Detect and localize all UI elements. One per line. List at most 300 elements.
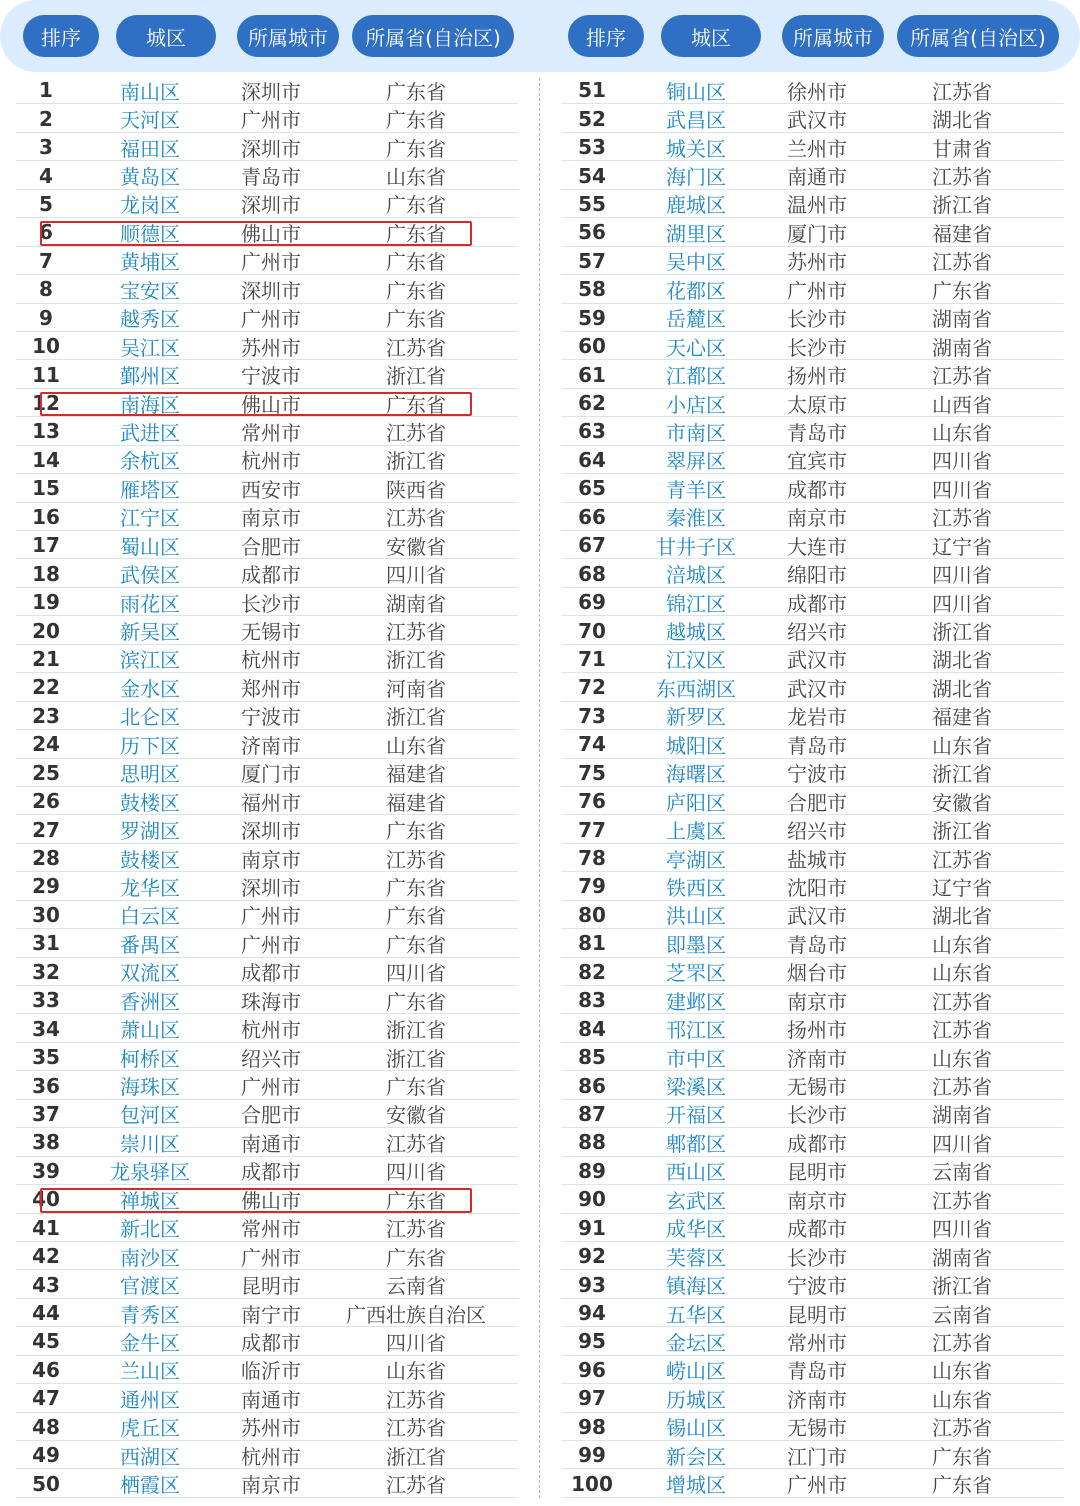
district-cell: 增城区 [666, 1473, 726, 1498]
table-row [562, 986, 1064, 1014]
district-cell: 海曙区 [666, 762, 726, 787]
district-cell: 庐阳区 [666, 790, 726, 815]
district-cell: 雨花区 [120, 591, 180, 616]
table-row [16, 787, 518, 815]
rank-cell: 92 [578, 1244, 606, 1269]
province-cell: 山东省 [932, 961, 992, 986]
province-cell: 江苏省 [386, 1473, 446, 1498]
table-row [16, 844, 518, 872]
rank-cell: 5 [39, 191, 53, 216]
district-cell: 翠屏区 [666, 449, 726, 474]
district-cell: 金牛区 [120, 1330, 180, 1355]
table-row [16, 1071, 518, 1099]
city-cell: 温州市 [787, 193, 847, 218]
table-row [16, 161, 518, 189]
rank-cell: 67 [578, 533, 606, 558]
city-cell: 广州市 [241, 307, 301, 332]
district-cell: 余杭区 [120, 449, 180, 474]
province-cell: 福建省 [386, 762, 446, 787]
table-row [16, 247, 518, 275]
city-cell: 无锡市 [787, 1075, 847, 1100]
city-cell: 广州市 [241, 1245, 301, 1270]
province-cell: 江苏省 [932, 506, 992, 531]
city-cell: 临沂市 [241, 1359, 301, 1384]
city-cell: 扬州市 [787, 364, 847, 389]
city-cell: 合肥市 [241, 1103, 301, 1128]
rank-cell: 80 [578, 902, 606, 927]
province-cell: 江苏省 [932, 364, 992, 389]
rank-cell: 49 [32, 1443, 60, 1468]
rank-cell: 76 [578, 789, 606, 814]
district-cell: 秦淮区 [666, 506, 726, 531]
district-cell: 鹿城区 [666, 193, 726, 218]
district-cell: 宝安区 [120, 278, 180, 303]
province-cell: 云南省 [386, 1274, 446, 1299]
district-cell: 鼓楼区 [120, 847, 180, 872]
rank-cell: 72 [578, 675, 606, 700]
city-cell: 福州市 [241, 790, 301, 815]
highlight-box [40, 1188, 472, 1212]
province-cell: 山东省 [932, 1359, 992, 1384]
table-row [16, 702, 518, 730]
province-cell: 山东省 [932, 1387, 992, 1412]
district-cell: 东西湖区 [656, 676, 736, 701]
district-cell: 越城区 [666, 620, 726, 645]
rank-cell: 94 [578, 1301, 606, 1326]
district-cell: 市中区 [666, 1046, 726, 1071]
district-cell: 鼓楼区 [120, 790, 180, 815]
city-cell: 青岛市 [241, 165, 301, 190]
table-row [16, 1157, 518, 1185]
city-cell: 苏州市 [241, 335, 301, 360]
city-cell: 成都市 [787, 591, 847, 616]
table-row [16, 531, 518, 559]
province-cell: 浙江省 [932, 193, 992, 218]
rank-cell: 3 [39, 135, 53, 160]
table-row [16, 503, 518, 531]
city-cell: 南宁市 [241, 1302, 301, 1327]
table-row [16, 389, 518, 417]
district-cell: 武昌区 [666, 108, 726, 133]
table-row [16, 1100, 518, 1128]
district-cell: 栖霞区 [120, 1473, 180, 1498]
province-cell: 山东省 [932, 1046, 992, 1071]
rank-cell: 81 [578, 931, 606, 956]
district-cell: 崇川区 [120, 1131, 180, 1156]
rank-cell: 97 [578, 1386, 606, 1411]
district-cell: 官渡区 [120, 1274, 180, 1299]
district-cell: 洪山区 [666, 904, 726, 929]
table-row [562, 1384, 1064, 1412]
district-cell: 亭湖区 [666, 847, 726, 872]
city-cell: 南京市 [787, 989, 847, 1014]
city-cell: 成都市 [241, 961, 301, 986]
table-header-bar [0, 0, 1080, 72]
table-row [562, 616, 1064, 644]
city-cell: 南京市 [787, 1188, 847, 1213]
district-cell: 包河区 [120, 1103, 180, 1128]
rank-cell: 95 [578, 1329, 606, 1354]
rank-cell: 52 [578, 106, 606, 131]
province-cell: 江苏省 [932, 1416, 992, 1441]
district-cell: 崂山区 [666, 1359, 726, 1384]
rank-cell: 20 [32, 618, 60, 643]
province-cell: 安徽省 [932, 790, 992, 815]
rank-cell: 85 [578, 1045, 606, 1070]
province-cell: 江苏省 [386, 420, 446, 445]
province-cell: 福建省 [386, 790, 446, 815]
city-cell: 广州市 [241, 250, 301, 275]
city-cell: 杭州市 [241, 1444, 301, 1469]
city-cell: 广州市 [241, 904, 301, 929]
city-cell: 广州市 [241, 932, 301, 957]
rank-cell: 65 [578, 476, 606, 501]
table-row [562, 332, 1064, 360]
table-row [16, 559, 518, 587]
province-cell: 湖南省 [932, 335, 992, 360]
province-cell: 广东省 [386, 278, 446, 303]
province-cell: 广东省 [386, 307, 446, 332]
district-cell: 顺德区 [120, 221, 180, 246]
rank-cell: 42 [32, 1244, 60, 1269]
rank-cell: 33 [32, 988, 60, 1013]
rank-cell: 6 [39, 220, 53, 245]
table-row [16, 815, 518, 843]
district-cell: 蜀山区 [120, 534, 180, 559]
city-cell: 长沙市 [241, 591, 301, 616]
city-cell: 广州市 [241, 1075, 301, 1100]
city-cell: 徐州市 [787, 79, 847, 104]
city-cell: 宜宾市 [787, 449, 847, 474]
province-cell: 江苏省 [932, 989, 992, 1014]
rank-cell: 68 [578, 561, 606, 586]
table-row [16, 1043, 518, 1071]
district-cell: 香洲区 [120, 989, 180, 1014]
table-row [562, 958, 1064, 986]
district-cell: 甘井子区 [656, 534, 736, 559]
province-cell: 陕西省 [386, 477, 446, 502]
table-row [16, 275, 518, 303]
rank-cell: 11 [32, 362, 60, 387]
province-cell: 湖南省 [932, 307, 992, 332]
table-row [562, 304, 1064, 332]
province-cell: 山东省 [932, 420, 992, 445]
district-cell: 禅城区 [120, 1188, 180, 1213]
province-cell: 江苏省 [932, 1018, 992, 1043]
district-cell: 思明区 [120, 762, 180, 787]
province-cell: 广东省 [386, 136, 446, 161]
rank-cell: 36 [32, 1073, 60, 1098]
district-cell: 城关区 [666, 136, 726, 161]
province-cell: 浙江省 [386, 1018, 446, 1043]
province-cell: 湖南省 [932, 1103, 992, 1128]
district-cell: 虎丘区 [120, 1416, 180, 1441]
rank-cell: 47 [32, 1386, 60, 1411]
city-cell: 武汉市 [787, 676, 847, 701]
district-cell: 历下区 [120, 733, 180, 758]
province-cell: 广东省 [386, 392, 446, 417]
province-cell: 湖南省 [386, 591, 446, 616]
province-cell: 广东省 [386, 819, 446, 844]
table-row [562, 787, 1064, 815]
table-row [16, 1327, 518, 1355]
table-row [562, 76, 1064, 104]
table-row [562, 673, 1064, 701]
province-cell: 四川省 [932, 1217, 992, 1242]
city-cell: 龙岩市 [787, 705, 847, 730]
city-cell: 佛山市 [241, 221, 301, 246]
district-cell: 岳麓区 [666, 307, 726, 332]
city-cell: 武汉市 [787, 904, 847, 929]
district-cell: 海珠区 [120, 1075, 180, 1100]
province-cell: 山东省 [932, 932, 992, 957]
table-row [16, 958, 518, 986]
province-cell: 江苏省 [932, 250, 992, 275]
table-row [562, 1185, 1064, 1213]
province-cell: 四川省 [932, 1131, 992, 1156]
table-row [562, 247, 1064, 275]
rank-cell: 99 [578, 1443, 606, 1468]
district-cell: 滨江区 [120, 648, 180, 673]
city-cell: 大连市 [787, 534, 847, 559]
city-cell: 常州市 [241, 420, 301, 445]
rank-cell: 22 [32, 675, 60, 700]
province-cell: 广东省 [386, 932, 446, 957]
province-cell: 湖北省 [932, 648, 992, 673]
city-cell: 绍兴市 [787, 819, 847, 844]
table-row [562, 1214, 1064, 1242]
province-cell: 广东省 [386, 1188, 446, 1213]
district-cell: 五华区 [666, 1302, 726, 1327]
rank-cell: 30 [32, 902, 60, 927]
province-cell: 江苏省 [386, 1387, 446, 1412]
city-cell: 扬州市 [787, 1018, 847, 1043]
rank-cell: 16 [32, 504, 60, 529]
table-row [562, 531, 1064, 559]
city-cell: 绍兴市 [787, 620, 847, 645]
province-cell: 江苏省 [932, 79, 992, 104]
header-district-left: 城区 [116, 15, 216, 57]
rank-cell: 51 [578, 78, 606, 103]
province-cell: 四川省 [386, 1160, 446, 1185]
province-cell: 浙江省 [386, 364, 446, 389]
district-cell: 小店区 [666, 392, 726, 417]
province-cell: 甘肃省 [932, 136, 992, 161]
rank-cell: 35 [32, 1045, 60, 1070]
district-cell: 白云区 [120, 904, 180, 929]
city-cell: 长沙市 [787, 307, 847, 332]
district-cell: 镇海区 [666, 1274, 726, 1299]
city-cell: 广州市 [241, 108, 301, 133]
province-cell: 浙江省 [932, 762, 992, 787]
province-cell: 广西壮族自治区 [346, 1302, 486, 1327]
province-cell: 四川省 [386, 563, 446, 588]
rank-cell: 12 [32, 391, 60, 416]
city-cell: 济南市 [787, 1046, 847, 1071]
district-cell: 锡山区 [666, 1416, 726, 1441]
province-cell: 浙江省 [386, 1046, 446, 1071]
district-cell: 兰山区 [120, 1359, 180, 1384]
district-cell: 历城区 [666, 1387, 726, 1412]
city-cell: 南京市 [241, 847, 301, 872]
city-cell: 杭州市 [241, 449, 301, 474]
table-row [562, 446, 1064, 474]
district-cell: 青羊区 [666, 477, 726, 502]
district-cell: 新罗区 [666, 705, 726, 730]
city-cell: 宁波市 [241, 705, 301, 730]
table-row [16, 332, 518, 360]
rank-cell: 14 [32, 447, 60, 472]
rank-cell: 8 [39, 277, 53, 302]
district-cell: 花都区 [666, 278, 726, 303]
district-cell: 柯桥区 [120, 1046, 180, 1071]
rank-cell: 74 [578, 732, 606, 757]
district-cell: 涪城区 [666, 563, 726, 588]
table-row [562, 503, 1064, 531]
district-cell: 市南区 [666, 420, 726, 445]
province-cell: 广东省 [386, 79, 446, 104]
city-cell: 厦门市 [787, 221, 847, 246]
table-row [562, 1128, 1064, 1156]
table-row [562, 1327, 1064, 1355]
table-row [562, 844, 1064, 872]
rank-cell: 56 [578, 220, 606, 245]
header-province-left: 所属省(自治区) [352, 15, 514, 57]
rank-cell: 77 [578, 817, 606, 842]
rank-cell: 69 [578, 590, 606, 615]
rank-cell: 50 [32, 1471, 60, 1496]
city-cell: 太原市 [787, 392, 847, 417]
rank-cell: 73 [578, 703, 606, 728]
city-cell: 烟台市 [787, 961, 847, 986]
city-cell: 珠海市 [241, 989, 301, 1014]
province-cell: 浙江省 [386, 1444, 446, 1469]
table-row [562, 929, 1064, 957]
district-cell: 海门区 [666, 165, 726, 190]
rank-cell: 45 [32, 1329, 60, 1354]
district-cell: 双流区 [120, 961, 180, 986]
province-cell: 辽宁省 [932, 534, 992, 559]
district-cell: 西山区 [666, 1160, 726, 1185]
province-cell: 山西省 [932, 392, 992, 417]
city-cell: 深圳市 [241, 193, 301, 218]
table-row [562, 1270, 1064, 1298]
rank-cell: 100 [571, 1471, 613, 1496]
table-row [16, 1242, 518, 1270]
district-cell: 江宁区 [120, 506, 180, 531]
province-cell: 广东省 [386, 1075, 446, 1100]
province-cell: 江苏省 [386, 1416, 446, 1441]
province-cell: 四川省 [932, 591, 992, 616]
city-cell: 青岛市 [787, 733, 847, 758]
rank-cell: 64 [578, 447, 606, 472]
header-district-right: 城区 [661, 15, 761, 57]
rank-cell: 90 [578, 1187, 606, 1212]
table-row [562, 1157, 1064, 1185]
table-row [16, 730, 518, 758]
city-cell: 成都市 [787, 1131, 847, 1156]
table-row [16, 616, 518, 644]
rank-cell: 59 [578, 305, 606, 330]
city-cell: 南通市 [241, 1131, 301, 1156]
city-cell: 昆明市 [241, 1274, 301, 1299]
rank-cell: 25 [32, 760, 60, 785]
rank-cell: 54 [578, 163, 606, 188]
city-cell: 深圳市 [241, 819, 301, 844]
header-rank-left: 排序 [23, 15, 99, 57]
rank-cell: 40 [32, 1187, 60, 1212]
province-cell: 浙江省 [386, 449, 446, 474]
province-cell: 四川省 [932, 563, 992, 588]
district-cell: 新吴区 [120, 620, 180, 645]
province-cell: 湖北省 [932, 108, 992, 133]
table-row [562, 645, 1064, 673]
city-cell: 成都市 [787, 477, 847, 502]
table-row [562, 588, 1064, 616]
rank-cell: 66 [578, 504, 606, 529]
city-cell: 青岛市 [787, 932, 847, 957]
city-cell: 广州市 [787, 1473, 847, 1498]
table-row [16, 417, 518, 445]
table-row [562, 1299, 1064, 1327]
city-cell: 沈阳市 [787, 875, 847, 900]
ranking-table-right [562, 76, 1064, 1498]
rank-cell: 84 [578, 1016, 606, 1041]
city-cell: 南京市 [241, 1473, 301, 1498]
district-cell: 南山区 [120, 79, 180, 104]
city-cell: 成都市 [241, 1330, 301, 1355]
rank-cell: 53 [578, 135, 606, 160]
rank-cell: 44 [32, 1301, 60, 1326]
city-cell: 深圳市 [241, 136, 301, 161]
city-cell: 南京市 [241, 506, 301, 531]
rank-cell: 32 [32, 959, 60, 984]
table-row [16, 360, 518, 388]
city-cell: 深圳市 [241, 278, 301, 303]
province-cell: 江苏省 [932, 1188, 992, 1213]
rank-cell: 98 [578, 1414, 606, 1439]
province-cell: 云南省 [932, 1160, 992, 1185]
rank-cell: 58 [578, 277, 606, 302]
table-row [562, 1242, 1064, 1270]
rank-cell: 63 [578, 419, 606, 444]
district-cell: 通州区 [120, 1387, 180, 1412]
city-cell: 合肥市 [241, 534, 301, 559]
rank-cell: 83 [578, 988, 606, 1013]
table-row [16, 1214, 518, 1242]
district-cell: 铁西区 [666, 875, 726, 900]
district-cell: 邗江区 [666, 1018, 726, 1043]
rank-cell: 61 [578, 362, 606, 387]
table-row [16, 1356, 518, 1384]
district-cell: 青秀区 [120, 1302, 180, 1327]
table-row [16, 1128, 518, 1156]
city-cell: 南通市 [241, 1387, 301, 1412]
city-cell: 济南市 [241, 733, 301, 758]
rank-cell: 39 [32, 1158, 60, 1183]
district-cell: 上虞区 [666, 819, 726, 844]
rank-cell: 75 [578, 760, 606, 785]
rank-cell: 88 [578, 1130, 606, 1155]
rank-cell: 31 [32, 931, 60, 956]
province-cell: 湖南省 [932, 1245, 992, 1270]
province-cell: 辽宁省 [932, 875, 992, 900]
province-cell: 安徽省 [386, 534, 446, 559]
city-cell: 成都市 [241, 1160, 301, 1185]
district-cell: 建邺区 [666, 989, 726, 1014]
city-cell: 长沙市 [787, 1103, 847, 1128]
rank-cell: 29 [32, 874, 60, 899]
